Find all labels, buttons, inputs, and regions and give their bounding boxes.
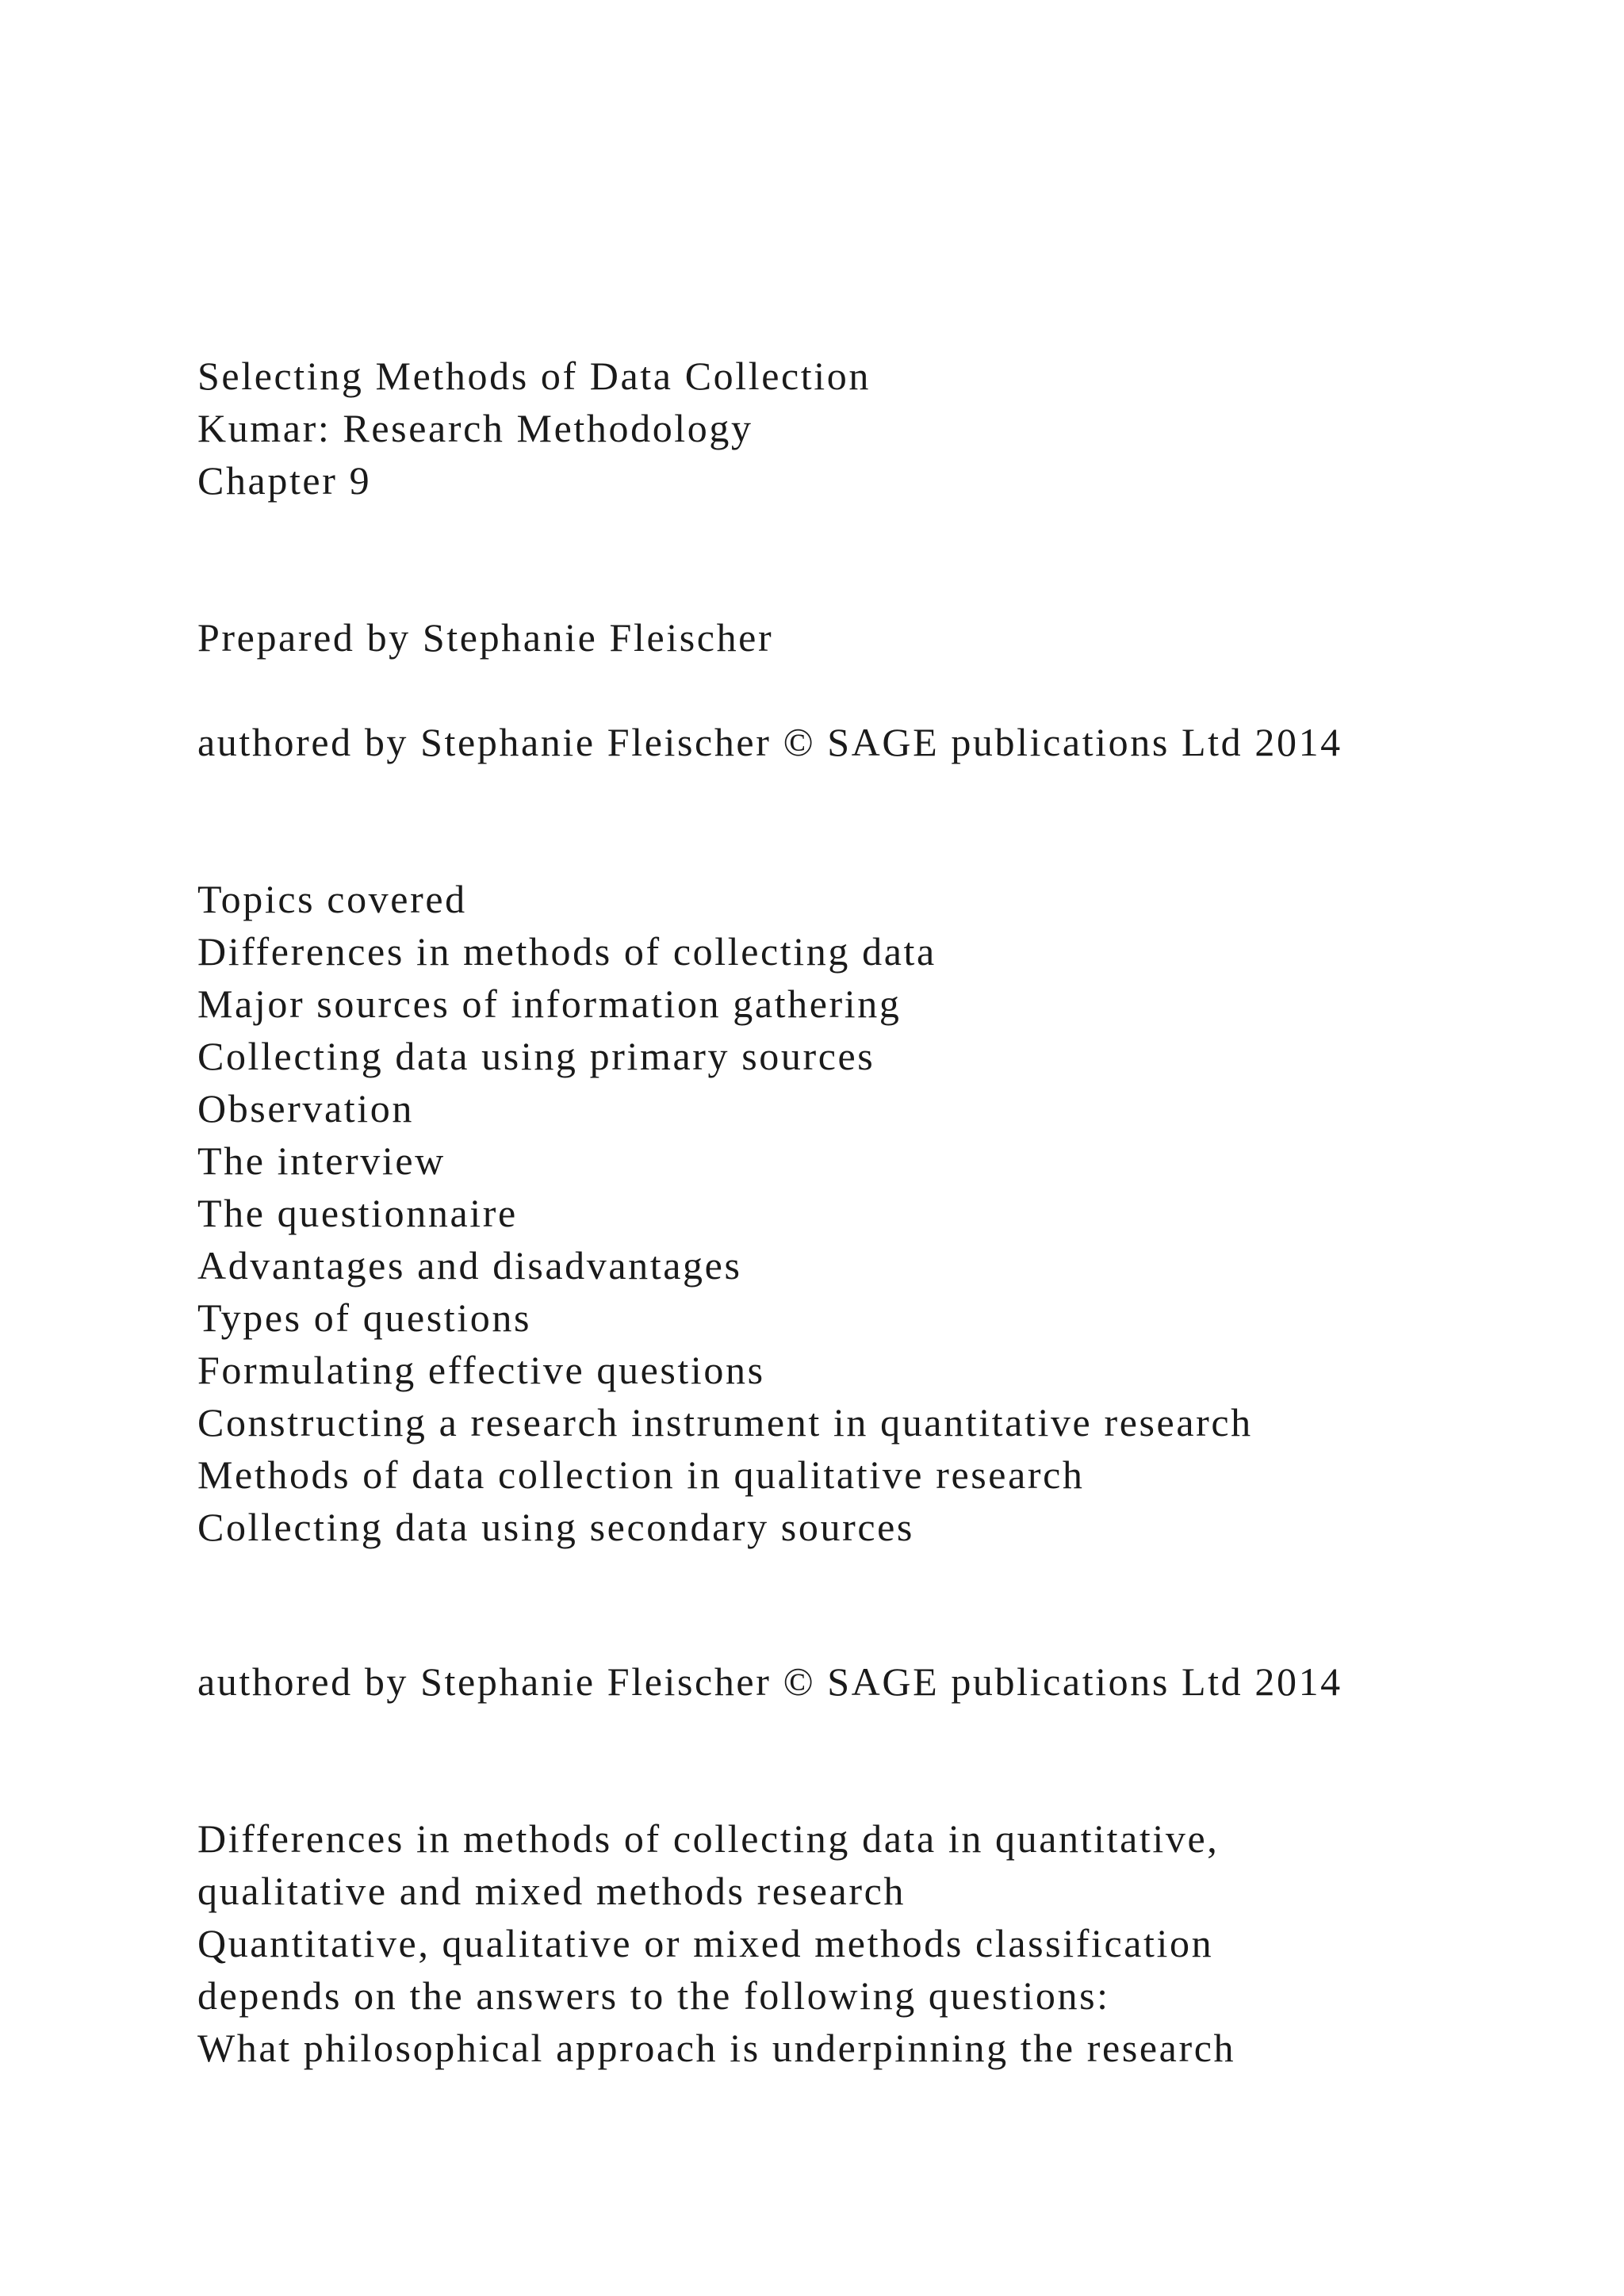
copyright-footer	[197, 1655, 1545, 1708]
section-line: Quantitative, qualitative or mixed methods classification	[197, 1921, 1214, 1965]
source-book: Kumar: Research Methodology	[197, 406, 753, 450]
section-line: Differences in methods of collecting data in quantitative,	[197, 1816, 1220, 1861]
copyright-footer	[197, 716, 1545, 768]
topic-item: Methods of data collection in qualitative research	[197, 1452, 1085, 1497]
topic-item: Differences in methods of collecting data	[197, 929, 936, 974]
document-title: Selecting Methods of Data Collection	[197, 354, 871, 398]
section-line: depends on the answers to the following questions:	[197, 1973, 1110, 2018]
chapter-label: Chapter 9	[197, 458, 372, 503]
topic-item: Major sources of information gathering	[197, 982, 902, 1026]
section-differences	[197, 1812, 1545, 2074]
prepared-by	[197, 611, 1545, 664]
topic-item: The interview	[197, 1138, 446, 1183]
topic-item: Advantages and disadvantages	[197, 1243, 742, 1288]
topic-item: Collecting data using primary sources	[197, 1034, 875, 1078]
topic-item: Formulating effective questions	[197, 1348, 765, 1392]
topics-covered	[197, 873, 1545, 1553]
copyright-text: authored by Stephanie Fleischer © SAGE publications Ltd 2014	[197, 720, 1342, 764]
topics-heading: Topics covered	[197, 877, 467, 921]
topic-item: The questionnaire	[197, 1191, 518, 1235]
prepared-by-text: Prepared by Stephanie Fleischer	[197, 615, 774, 660]
copyright-text: authored by Stephanie Fleischer © SAGE publications Ltd 2014	[197, 1659, 1342, 1704]
topic-item: Constructing a research instrument in quantitative research	[197, 1400, 1253, 1445]
title-block	[197, 350, 1545, 507]
section-line: qualitative and mixed methods research	[197, 1869, 906, 1913]
topic-item: Types of questions	[197, 1295, 532, 1340]
topic-item: Collecting data using secondary sources	[197, 1505, 914, 1549]
section-line: What philosophical approach is underpinning the research	[197, 2026, 1236, 2070]
topic-item: Observation	[197, 1086, 414, 1131]
